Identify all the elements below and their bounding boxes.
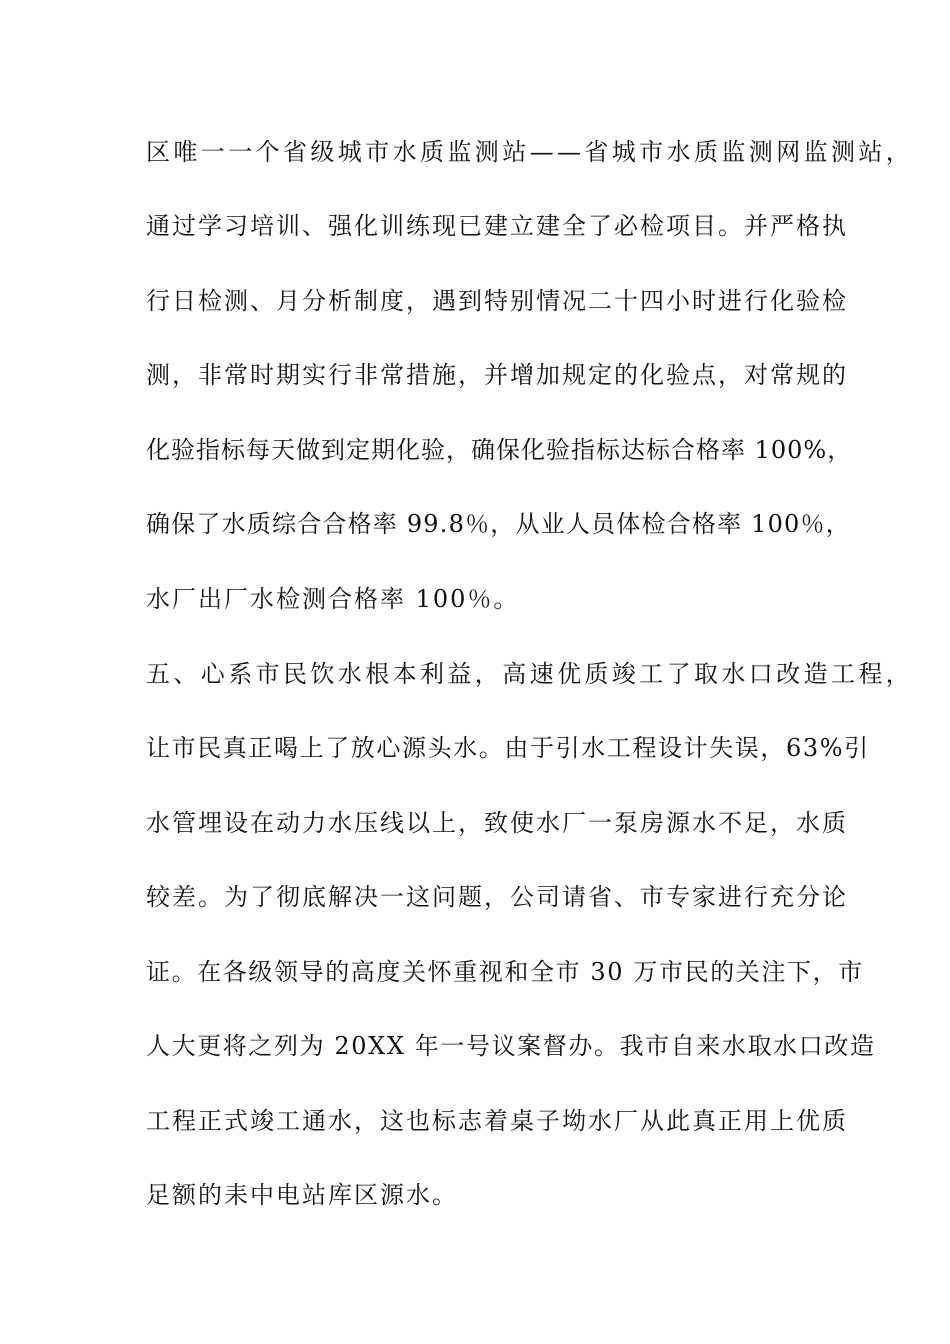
text-line: 通过学习培训、强化训练现已建立建全了必检项目。并严格执 <box>146 212 848 240</box>
text-line: 较差。为了彻底解决一这问题，公司请省、市专家进行充分论 <box>146 883 848 911</box>
text-line: 证。在各级领导的高度关怀重视和全市 30 万市民的关注下，市 <box>146 958 864 986</box>
text-line: 行日检测、月分析制度，遇到特别情况二十四小时进行化验检 <box>146 287 848 315</box>
text-line: 测，非常时期实行非常措施，并增加规定的化验点，对常规的 <box>146 361 848 389</box>
text-line: 人大更将之列为 20XX 年一号议案督办。我市自来水取水口改造 <box>146 1032 876 1060</box>
text-line: 化验指标每天做到定期化验，确保化验指标达标合格率 100%， <box>146 436 853 464</box>
text-line: 让市民真正喝上了放心源头水。由于引水工程设计失误，63%引 <box>146 734 870 762</box>
text-line: 足额的耒中电站库区源水。 <box>146 1181 458 1209</box>
text-line: 水厂出厂水检测合格率 100％。 <box>146 585 520 613</box>
text-line: 区唯一一个省级城市水质监测站——省城市水质监测网监测站， <box>146 138 914 166</box>
text-line: 水管埋设在动力水压线以上，致使水厂一泵房源水不足，水质 <box>146 809 848 837</box>
section-heading-line: 五、心系市民饮水根本利益，高速优质竣工了取水口改造工程， <box>146 660 914 688</box>
text-line: 确保了水质综合合格率 99.8％，从业人员体检合格率 100％， <box>146 510 851 538</box>
text-line: 工程正式竣工通水，这也标志着桌子坳水厂从此真正用上优质 <box>146 1107 848 1135</box>
